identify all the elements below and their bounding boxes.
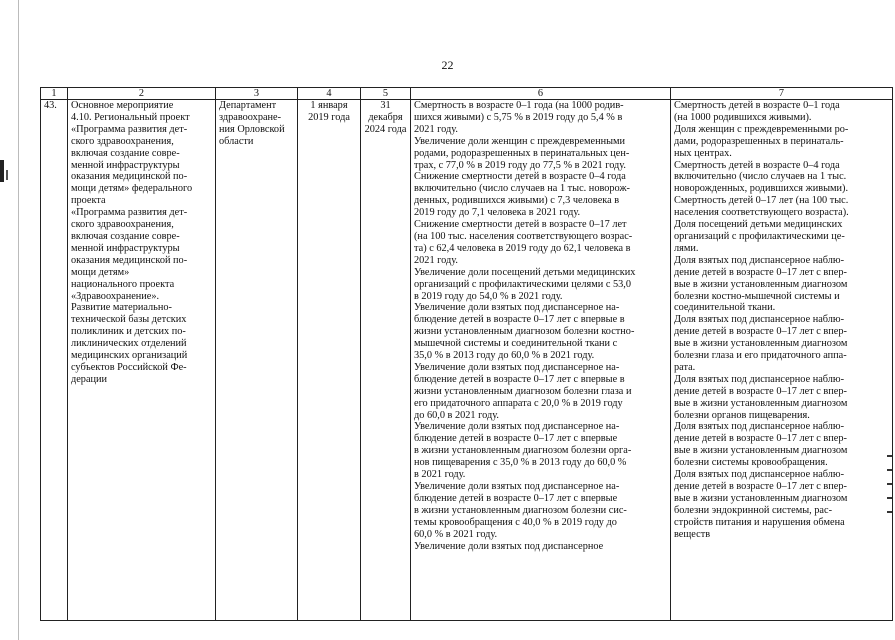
text-line: 2019 года [308,111,350,123]
text-line: родами, родоразрешенных в перинатальных цен- [414,147,630,159]
page-number: 22 [441,58,454,72]
text-line: Смертность детей в возрасте 0–1 года [674,100,840,111]
text-line: дение детей в возрасте 0–17 лет с впер- [674,481,847,492]
text-line: (на 1000 родившихся живыми). [674,111,812,123]
text-line: медицинских организаций [71,350,188,362]
text-line: поликлиник и детских по- [71,326,186,338]
text-line: мощи детям» федерального [71,183,193,195]
text-line: «Здравоохранение». [71,290,160,302]
text-line: Доля взятых под диспансерное наблю- [674,469,845,481]
text-line: до 60,0 в 2021 году. [414,409,499,421]
text-line: области [219,135,254,147]
text-line: ского здравоохранения, [71,135,174,147]
text-line: блюдение детей в возрасте 0–17 лет с впервые в [414,373,625,385]
text-line: менной инфраструктуры [71,242,180,254]
text-line: 35,0 % в 2013 году до 60,0 % в 2021 году. [414,350,595,362]
text-line: Смертность детей в возрасте 0–4 года [674,159,840,171]
text-line: ского здравоохранения, [71,219,174,231]
text-line: стройств питания и нарушения обмена [674,516,845,528]
text-line: 2021 году. [414,123,458,135]
text-line: 2019 году до 7,1 человека в 2021 году. [414,207,581,219]
text-line: блюдение детей в возрасте 0–17 лет с впервые в [414,314,625,326]
table-row [41,100,893,621]
end-date-cell [361,100,411,621]
text-line: мощи детям» [71,266,130,278]
text-line: в 2021 году. [414,469,466,481]
text-line: Увеличение доли взятых под диспансерное [414,540,604,552]
text-line: Увеличение доли посещений детьми медицинских [414,266,636,278]
text-line: Увеличение доли взятых под диспансерное на- [414,421,620,433]
text-line: веществ [674,528,711,540]
text-line: включительно (число случаев на 1 тыс. новорож- [414,183,630,195]
text-line: 31 [380,100,391,111]
text-line: Увеличение доли взятых под диспансерное на- [414,302,620,314]
header-col-5: 5 [361,88,411,100]
text-line: включая создание совре- [71,230,180,242]
text-line: трах, с 77,0 % в 2019 году до 77,5 % в 2021 году. [414,159,626,171]
text-line: дение детей в возрасте 0–17 лет с впер- [674,385,847,397]
header-col-3: 3 [216,88,298,100]
text-line: в жизни установленным диагнозом болезни сис- [414,504,627,516]
text-line: темы кровообращения с 40,0 % в 2019 году до [414,516,617,528]
text-line: 4.10. Региональный проект [71,111,190,123]
text-line: Увеличение доли взятых под диспансерное на- [414,361,620,373]
text-line: жизни установленным диагнозом болезни глаза и [414,385,632,397]
text-line: болезни костно-мышечной системы и [674,290,840,302]
scan-mark-left [0,160,4,182]
results-cell [411,100,671,621]
text-line: болезни органов пищеварения. [674,409,810,421]
table-header-row [41,88,893,100]
text-line: блюдение детей в возрасте 0–17 лет с впервые [414,433,618,445]
text-line: Увеличение доли женщин с преждевременными [414,135,626,147]
text-line: новорожденных, родившихся живыми). [674,183,849,195]
text-line: дерации [71,373,108,385]
text-line: Снижение смертности детей в возрасте 0–17 лет [414,219,627,231]
text-line: «Программа развития дет- [71,123,188,135]
text-line: денных, родившихся живыми) с 7,3 человека в [414,195,620,207]
text-line: Доля взятых под диспансерное наблю- [674,373,845,385]
text-line: Развитие материально- [71,302,172,314]
text-line: 60,0 % в 2021 году. [414,528,498,540]
text-line: включая создание совре- [71,147,180,159]
text-line: его придаточного аппарата с 20,0 % в 2019 году [414,397,623,409]
text-line: ния Орловской [219,123,285,135]
text-line: включительно (число случаев на 1 тыс. [674,171,847,183]
text-line: шихся живыми) с 5,75 % в 2019 году до 5,4 % в [414,111,623,123]
text-line: жизни установленным диагнозом болезни костно- [414,326,635,338]
text-line: 2024 года [364,123,407,135]
text-line: лями. [674,242,699,254]
text-line: болезни глаза и его придаточного аппа- [674,350,847,362]
text-line: оказания медицинской по- [71,171,188,183]
text-line: вые в жизни установленным диагнозом [674,397,848,409]
text-line: дение детей в возрасте 0–17 лет с впер- [674,266,847,278]
start-date-cell [298,100,361,621]
scan-edge-line [18,0,19,640]
text-line: Доля взятых под диспансерное наблю- [674,421,845,433]
text-line: Департамент [219,100,277,111]
text-line: рата. [674,361,696,373]
text-line: в жизни установленным диагнозом болезни орга- [414,445,632,457]
text-line: в 2019 году до 54,0 % в 2021 году. [414,290,563,302]
header-col-1: 1 [41,88,68,100]
text-line: вые в жизни установленным диагнозом [674,278,848,290]
text-line: Увеличение доли взятых под диспансерное на- [414,481,620,492]
activities-table [40,87,893,621]
text-line: нов пищеварения с 35,0 % в 2013 году до 60,0 % [414,457,627,469]
text-line: Доля посещений детьми медицинских [674,219,843,231]
executor-cell [216,100,298,621]
text-line: 2021 году. [414,254,458,266]
text-line: дение детей в возрасте 0–17 лет с впер- [674,433,847,445]
text-line: организаций с профилактическими це- [674,230,845,242]
text-line: вые в жизни установленным диагнозом [674,492,848,504]
text-line: Доля взятых под диспансерное наблю- [674,314,845,326]
text-line: 1 января [310,100,348,111]
text-line: Снижение смертности детей в возрасте 0–4 года [414,171,626,183]
text-line: оказания медицинской по- [71,254,188,266]
text-line: Основное мероприятие [71,100,174,111]
text-line: дами, родоразрешенных в перинаталь- [674,135,844,147]
text-line: вые в жизни установленным диагнозом [674,445,848,457]
text-line: болезни системы кровообращения. [674,457,828,469]
text-line: та) с 62,4 человека в 2019 году до 62,1 человека в [414,242,631,254]
text-line: Смертность в возрасте 0–1 года (на 1000 родив- [414,100,624,111]
activity-cell [68,100,216,621]
text-line: технической базы детских [71,314,187,326]
header-col-2: 2 [68,88,216,100]
scan-mark-left-small [6,170,8,180]
text-line: дение детей в возрасте 0–17 лет с впер- [674,326,847,338]
text-line: болезни эндокринной системы, рас- [674,504,833,516]
text-line: Доля женщин с преждевременными ро- [674,123,849,135]
text-line: блюдение детей в возрасте 0–17 лет с впервые [414,492,618,504]
header-col-7: 7 [671,88,893,100]
text-line: менной инфраструктуры [71,159,180,171]
header-col-4: 4 [298,88,361,100]
text-line: здравоохране- [219,111,282,123]
text-line: ных центрах. [674,147,732,159]
text-line: «Программа развития дет- [71,207,188,219]
header-col-6: 6 [411,88,671,100]
text-line: мышечной системы и соединительной ткани с [414,338,618,350]
text-line: национального проекта [71,278,175,290]
indicators-cell [671,100,893,621]
text-line: соединительной ткани. [674,302,776,314]
text-line: Доля взятых под диспансерное наблю- [674,254,845,266]
text-line: (на 100 тыс. населения соответствующего возрас- [414,230,633,242]
text-line: декабря [368,111,403,123]
text-line: субъектов Российской Фе- [71,361,187,373]
row-number: 43. [41,100,68,621]
text-line: Смертность детей 0–17 лет (на 100 тыс. [674,195,849,207]
text-line: населения соответствующего возраста). [674,207,849,219]
text-line: организаций с профилактическими целями с 53,0 [414,278,631,290]
text-line: проекта [71,195,106,207]
text-line: вые в жизни установленным диагнозом [674,338,848,350]
text-line: ликлинических отделений [71,338,187,350]
